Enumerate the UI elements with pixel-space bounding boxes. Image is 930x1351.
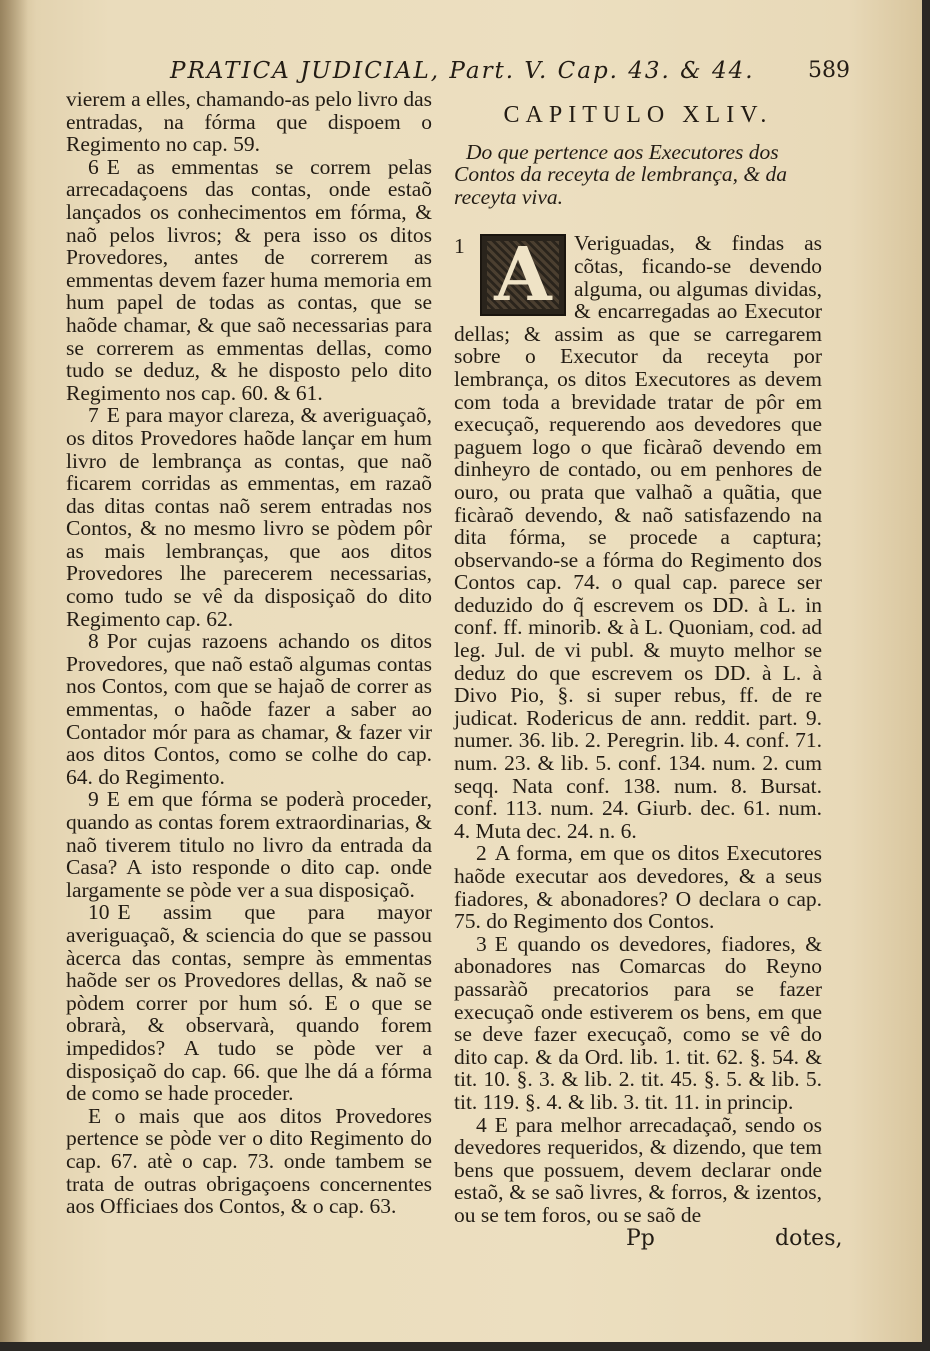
page-number: 589 (808, 58, 850, 83)
running-head (170, 58, 850, 90)
paragraph-9 (66, 788, 432, 901)
paragraph-number: 4 (476, 1112, 487, 1137)
paragraph-text: A forma, em que os ditos Executores haõde executar aos devedores, & a seus fiadores, & abonadores? O declara o cap. 75. do Regimento dos Contos. (454, 841, 822, 934)
paragraph-text: Veriguadas, & findas as cõtas, ficando-se devendo alguma, ou algumas dividas, & encarregadas ao Executor dellas; & assim as que se carregarem sobre o Executor da receyta por lembrança, os ditos Executores as devem com toda a brevidade tratar de pôr em execuçaõ, requerendo aos devedores que paguem logo o que ficàraõ devendo em dinheyro de contado, ou em penhores de ouro, ou prata que valhaõ a quãtia, que ficàraõ devendo, & naõ satisfazendo na dita fórma, se procede a captura; observando-se a fórma do Regimento dos Contos cap. 74. o qual cap. parece ser deduzido do q̃ escrevem os DD. à L. in conf. ff. minorib. & à L. Quoniam, cod. ad leg. Jul. de vi publ. & muyto melhor se deduz do que escrevem os DD. à L. à Divo Pio, §. si super rebus, ff. de re judicat. Rodericus de ann. reddit. part. 9. numer. 36. lib. 2. Peregrin. lib. 4. conf. 71. num. 23. & lib. 5. conf. 134. num. 2. cum seqq. Nata conf. 138. num. 8. Bursat. conf. 113. num. 24. Giurb. dec. 61. num. 4. Muta dec. 24. n. 6. (454, 231, 822, 843)
paragraph-6 (66, 156, 432, 405)
paragraph-closing (66, 1105, 432, 1218)
signature-mark: Pp (626, 1226, 655, 1251)
paragraph-text: E para mayor clareza, & averiguaçaõ, os ditos Provedores haõde lançar em hum livro de lembrança as contas, que naõ ficarem corridas as emmentas, em razaõ das ditas contas naõ serem entradas nos Contos, & no mesmo livro se pòdem pôr as mais lembranças, que aos ditos Provedores lhe parecerem necessarias, como tudo se vê da disposiçaõ do dito Regimento cap. 62. (66, 403, 432, 631)
paragraph-text: Por cujas razoens achando os ditos Provedores, que naõ estaõ algumas contas nos Contos, com que se hajaõ de correr as emmentas, o haõde fazer a saber ao Contador mór para as chamar, & fazer vir aos ditos Contos, como se colhe do cap. 64. do Regimento. (66, 629, 432, 789)
paragraph-number: 1 (454, 234, 465, 259)
paragraph-8 (66, 630, 432, 788)
paragraph-text: E para melhor arrecadaçaõ, sendo os devedores requeridos, & dizendo, que tem bens que possuem, devem declarar onde estaõ, & se saõ livres, & forros, & izentos, ou se tem foros, ou se saõ de (454, 1112, 822, 1227)
left-column (66, 88, 432, 1218)
paragraph-4 (454, 1114, 822, 1227)
paragraph-number: 2 (476, 841, 487, 866)
chapter-subtitle: Do que pertence aos Executores dos Contos da receyta de lembrança, & da receyta viva. (454, 139, 787, 209)
decorated-initial (480, 232, 566, 319)
paragraph-text: E em que fórma se poderà proceder, quando as contas forem extraordinarias, & naõ tiverem titulo no livro da entrada da Casa? A isto responde o dito cap. onde largamente se pòde ver a sua disposiçaõ. (66, 787, 432, 902)
paragraph-text: E assim que para mayor averiguaçaõ, & sciencia do que se passou àcerca das contas, sempre às emmentas haõde ser os Provedores dellas, & naõ se pòdem correr por hum só. E o que se obrarà, & observarà, quando forem impedidos? A tudo se pòde ver a disposiçaõ do cap. 66. que lhe dá a fórma de como se hade proceder. (66, 900, 432, 1106)
drop-cap-letter: A (494, 232, 552, 319)
paragraph-number: 6 (88, 154, 99, 179)
paragraph-number: 7 (88, 403, 99, 428)
paragraph-number: 10 (88, 900, 110, 925)
paragraph-text: vierem a elles, chamando-as pelo livro das entradas, na fórma que dispoem o Regimento no cap. 59. (66, 87, 432, 157)
paragraph-number: 9 (88, 787, 99, 812)
paragraph-text: E as emmentas se correm pelas arrecadaçoens das contas, onde estaõ lançados os conhecimentos em fórma, & naõ pelos livros; & pera isso os ditos Provedores, antes de correrem as emmentas devem fazer huma memoria em hum papel de todas as contas, que se haõde chamar, & que saõ necessarias para se correrem as emmentas dellas, como tudo se deduz, & he disposto pelo dito Regimento nos cap. 60. & 61. (66, 154, 432, 405)
paragraph-3 (454, 933, 822, 1114)
running-title: PRATICA JUDICIAL, Part. V. Cap. 43. & 44. (170, 58, 755, 84)
ornament-pattern (487, 232, 559, 319)
paragraph-continuation (66, 88, 432, 156)
paragraph-number: 3 (476, 931, 487, 956)
paragraph-text: E o mais que aos ditos Provedores pertence se pòde ver o dito Regimento do cap. 67. atè o cap. 73. onde tambem se trata de outras obrigaçoens concernentes aos Officiaes dos Contos, & o cap. 63. (66, 1103, 432, 1219)
chapter-title: CAPITULO XLIV. (503, 102, 773, 128)
paragraph-text: E quando os devedores, fiadores, & abonadores nas Comarcas do Reyno passaràõ precatorios para se fazer execuçaõ onde estiverem os bens, em que se deve fazer execuçaõ, como se vê do dito cap. & da Ord. lib. 1. tit. 62. §. 54. & tit. 10. §. 3. & lib. 2. tit. 45. §. 5. & lib. 5. tit. 119. §. 4. & lib. 3. tit. 11. in princip. (454, 931, 822, 1114)
paragraph-number: 8 (88, 629, 99, 654)
paragraph-10 (66, 901, 432, 1104)
paragraph-1 (454, 232, 822, 842)
paragraph-7 (66, 404, 432, 630)
catchword: dotes, (775, 1226, 843, 1251)
paragraph-2 (454, 842, 822, 932)
right-column (454, 88, 822, 1227)
